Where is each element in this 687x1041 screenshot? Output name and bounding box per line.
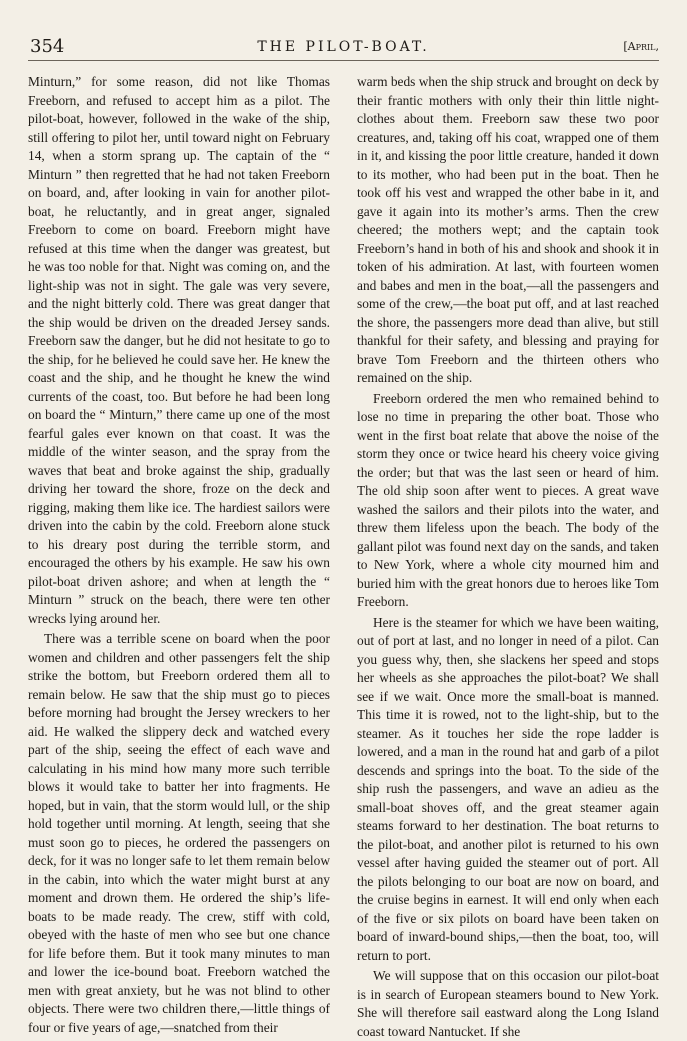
text-columns: [28, 73, 659, 1041]
running-title: THE PILOT-BOAT.: [257, 39, 430, 55]
page-header: [28, 30, 659, 61]
paragraph: Minturn,” for some reason, did not like Thomas Freeborn, and refused to accept him as a pilot. The pilot-boat, however, followed in the wake of the ship, still offering to pilot her, until toward night on February 14, when a storm sprang up. The captain of the “ Minturn ” then regretted that he had not taken Freeborn on board, and, after looking in vain for another pilot-boat, he reluctantly, and in great anger, signaled Freeborn to come on board. Freeborn might have refused at this time when the danger was greatest, but he was too noble for that. Night was coming on, and the light-ship was not in sight. The gale was very severe, and the night bitterly cold. There was great danger that the ship would be driven on the dreaded Jersey sands. Freeborn saw the danger, but he did not hesitate to go to the ship, for he believed he could save her. He knew the coast and the ship, and he thought he knew the wind currents of the coast, too. But before he had been long on board the “ Minturn,” there came up one of the most fearful gales ever known on that coast. It was the middle of the winter season, and the spray from the waves that beat and broke against the ship, gradually driving her toward the shore, froze on the deck and rigging, making them like ice. The hardiest sailors were driven into the cabin by the cold. Freeborn alone stuck to his dreary post during the terrible storm, and encouraged the others by his example. He saw his own pilot-boat driven ashore; and when at length the “ Minturn ” struck on the beach, there were ten other wrecks lying around her.: [28, 74, 330, 626]
paragraph: warm beds when the ship struck and brought on deck by their frantic mothers with only their thin little night-clothes about them. Freeborn saw these two poor creatures, and, taking off his coat, wrapped one of them in it, and kissing the poor little creature, handed it down to its mother, who had been put in the boat. Then he took off his vest and wrapped the other babe in it, and gave it again into its mother’s arms. Then the crew cheered; the mothers wept; and the captain took Freeborn’s hand in both of his and shook and shook it in token of his admiration. At last, with fourteen women and babes and men in the boat,—all the passengers and some of the crew,—the boat put off, and at last reached the shore, the passengers more dead than alive, but still thankful for their safety, and blessing and praying for brave Tom Freeborn and the thirteen others who remained on the ship.: [357, 74, 659, 385]
paragraph: We will suppose that on this occasion our pilot-boat is in search of European steamers bound to New York. She will therefore sail eastward along the Long Island coast toward Nantucket. If she: [357, 968, 659, 1039]
left-column: [28, 73, 330, 1041]
paragraph: There was a terrible scene on board when the poor women and children and other passengers felt the ship strike the bottom, but Freeborn ordered them all to remain below. He saw that the ship must go to pieces before morning had brought the Jersey wreckers to her aid. He walked the slippery deck and watched every part of the ship, seeing the effect of each wave and calculating in his mind how many more such terrible blows it would take to batter her into fragments. He hoped, but in vain, that the storm would lull, or the ship hold together until morning. At length, seeing that she must soon go to pieces, he ordered the passengers on deck, for it was no longer safe to let them remain below in the cabin, into which the water might burst at any moment and drown them. He ordered the ship’s life-boats to be made ready. The crew, stiff with cold, obeyed with the haste of men who see but one chance for life before them. But it took many minutes to man and lower the ice-bound boat. Freeborn watched the men with great anxiety, but he was not blind to other objects. There were two children there,—little things of four or five years of age,—snatched from their: [28, 631, 330, 1035]
right-column: [357, 73, 659, 1041]
running-month: [April,: [623, 40, 659, 53]
paragraph: Here is the steamer for which we have been waiting, out of port at last, and no longer in need of a pilot. Can you guess why, then, she slackens her speed and stops her wheels as she approaches the pilot-boat? We shall see if we wait. Once more the small-boat is manned. This time it is rowed, not to the light-ship, but to the steamer. As it touches her side the rope ladder is lowered, and a man in the round hat and garb of a pilot descends and springs into the boat. To the side of the ship rush the passengers, and wave an adieu as the small-boat shoves off, and the great steamer again steams forward to her destination. The boat returns to the pilot-boat, and another pilot is returned to his own vessel after having guided the steamer out of port. All the pilots belonging to our boat are now on board, and the cruise begins in earnest. It will end only when each of the five or six pilots on board have been taken on board of inward-bound ships,—then the boat, too, will return to port.: [357, 614, 659, 963]
paragraph: Freeborn ordered the men who remained behind to lose no time in preparing the other boat. Those who went in the first boat relate that above the noise of the storm they once or twice heard his cheery voice giving the order; but that was the last seen or heard of him. The old ship soon after went to pieces. A great wave washed the sailors and their pilots into the water, and threw them lifeless upon the beach. The body of the gallant pilot was found next day on the sands, and taken to New York, where a whole city mourned him and buried him with the great honors due to heroes like Tom Freeborn.: [357, 390, 659, 609]
page-number: 354: [30, 36, 65, 57]
